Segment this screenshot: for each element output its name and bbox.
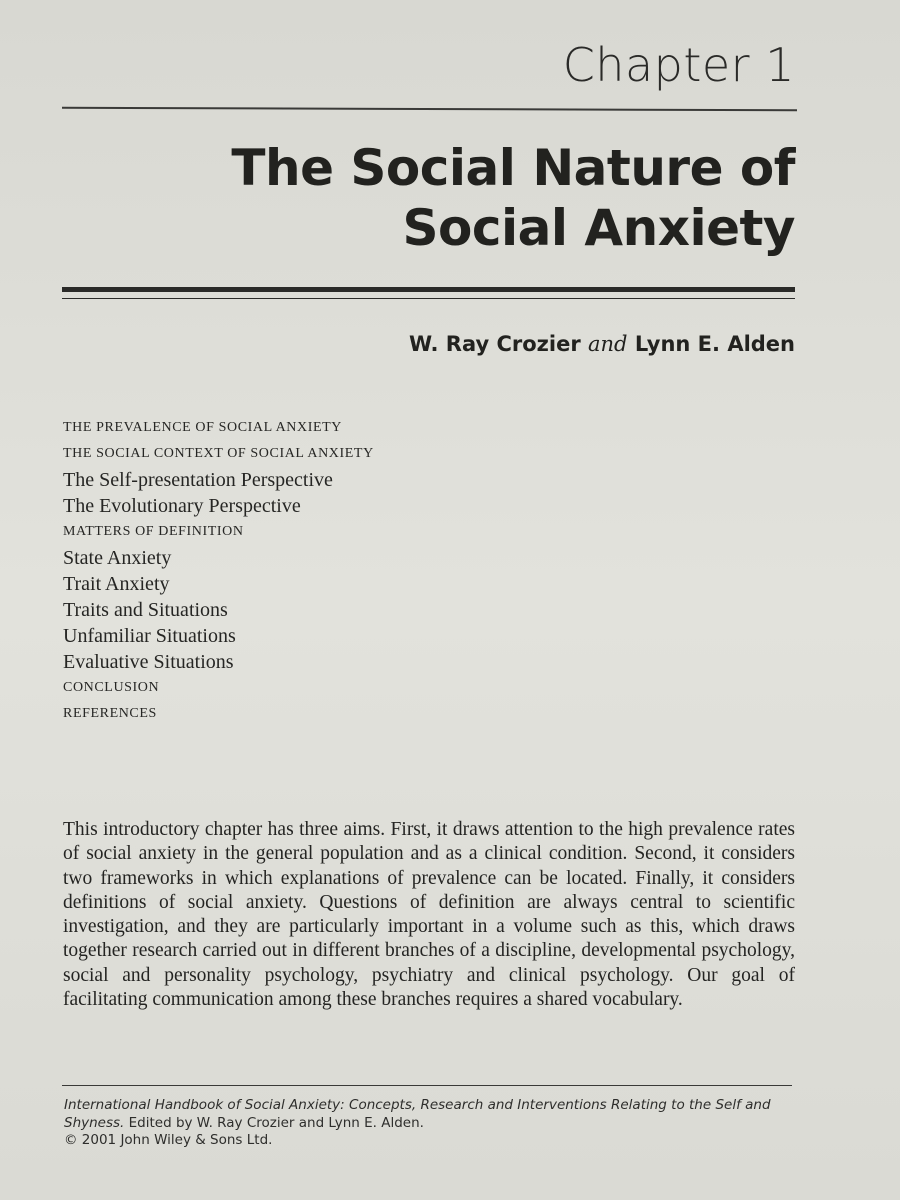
chapter-authors — [409, 332, 795, 356]
chapter-contents-list — [63, 416, 563, 728]
footnote-copyright: © 2001 John Wiley & Sons Ltd. — [64, 1132, 273, 1148]
chapter-title-line-2: Social Anxiety — [402, 199, 795, 257]
copyright-footnote — [64, 1097, 814, 1150]
title-thick-rule — [62, 287, 795, 292]
footnote-book-title: International Handbook of Social Anxiety: Concepts, Research and Interventions Relating to the Self and Shyness. — [64, 1097, 771, 1131]
toc-item: State Anxiety — [63, 547, 172, 569]
toc-item: REFERENCES — [63, 706, 157, 721]
author-alden: Lynn E. Alden — [634, 332, 795, 356]
top-rule — [62, 107, 797, 112]
toc-item: THE PREVALENCE OF SOCIAL ANXIETY — [63, 420, 342, 435]
toc-item: THE SOCIAL CONTEXT OF SOCIAL ANXIETY — [63, 446, 374, 461]
title-thin-rule — [62, 298, 795, 299]
footnote-rule — [62, 1085, 792, 1086]
toc-item: The Evolutionary Perspective — [63, 495, 301, 517]
toc-item: MATTERS OF DEFINITION — [63, 524, 244, 539]
author-crozier: W. Ray Crozier — [409, 332, 581, 356]
chapter-title — [95, 138, 795, 258]
toc-item: Trait Anxiety — [63, 573, 170, 595]
author-conjunction: and — [588, 332, 628, 356]
toc-item: Unfamiliar Situations — [63, 625, 236, 647]
intro-paragraph: This introductory chapter has three aims. First, it draws attention to the high prevalence rates of social anxiety in the general population and as a clinical condition. Second, it considers two frameworks in which explanations of prevalence can be located. Finally, it considers definitions of social anxiety. Questions of definition are always central to scientific investigation, and they are particularly important in a volume such as this, which draws together research carried out in different branches of a discipline, developmental psychology, social and personality psychology, psychiatry and clinical psychology. Our goal of facilitating communication among these branches requires a shared vocabulary. — [63, 819, 795, 1011]
toc-item: Traits and Situations — [63, 599, 228, 621]
footnote-editors: Edited by W. Ray Crozier and Lynn E. Alden. — [124, 1114, 424, 1131]
chapter-label: Chapter 1 — [562, 38, 795, 92]
toc-item: CONCLUSION — [63, 680, 160, 695]
toc-item: Evaluative Situations — [63, 651, 234, 673]
toc-item: The Self-presentation Perspective — [63, 469, 333, 491]
chapter-title-line-1: The Social Nature of — [231, 139, 795, 197]
